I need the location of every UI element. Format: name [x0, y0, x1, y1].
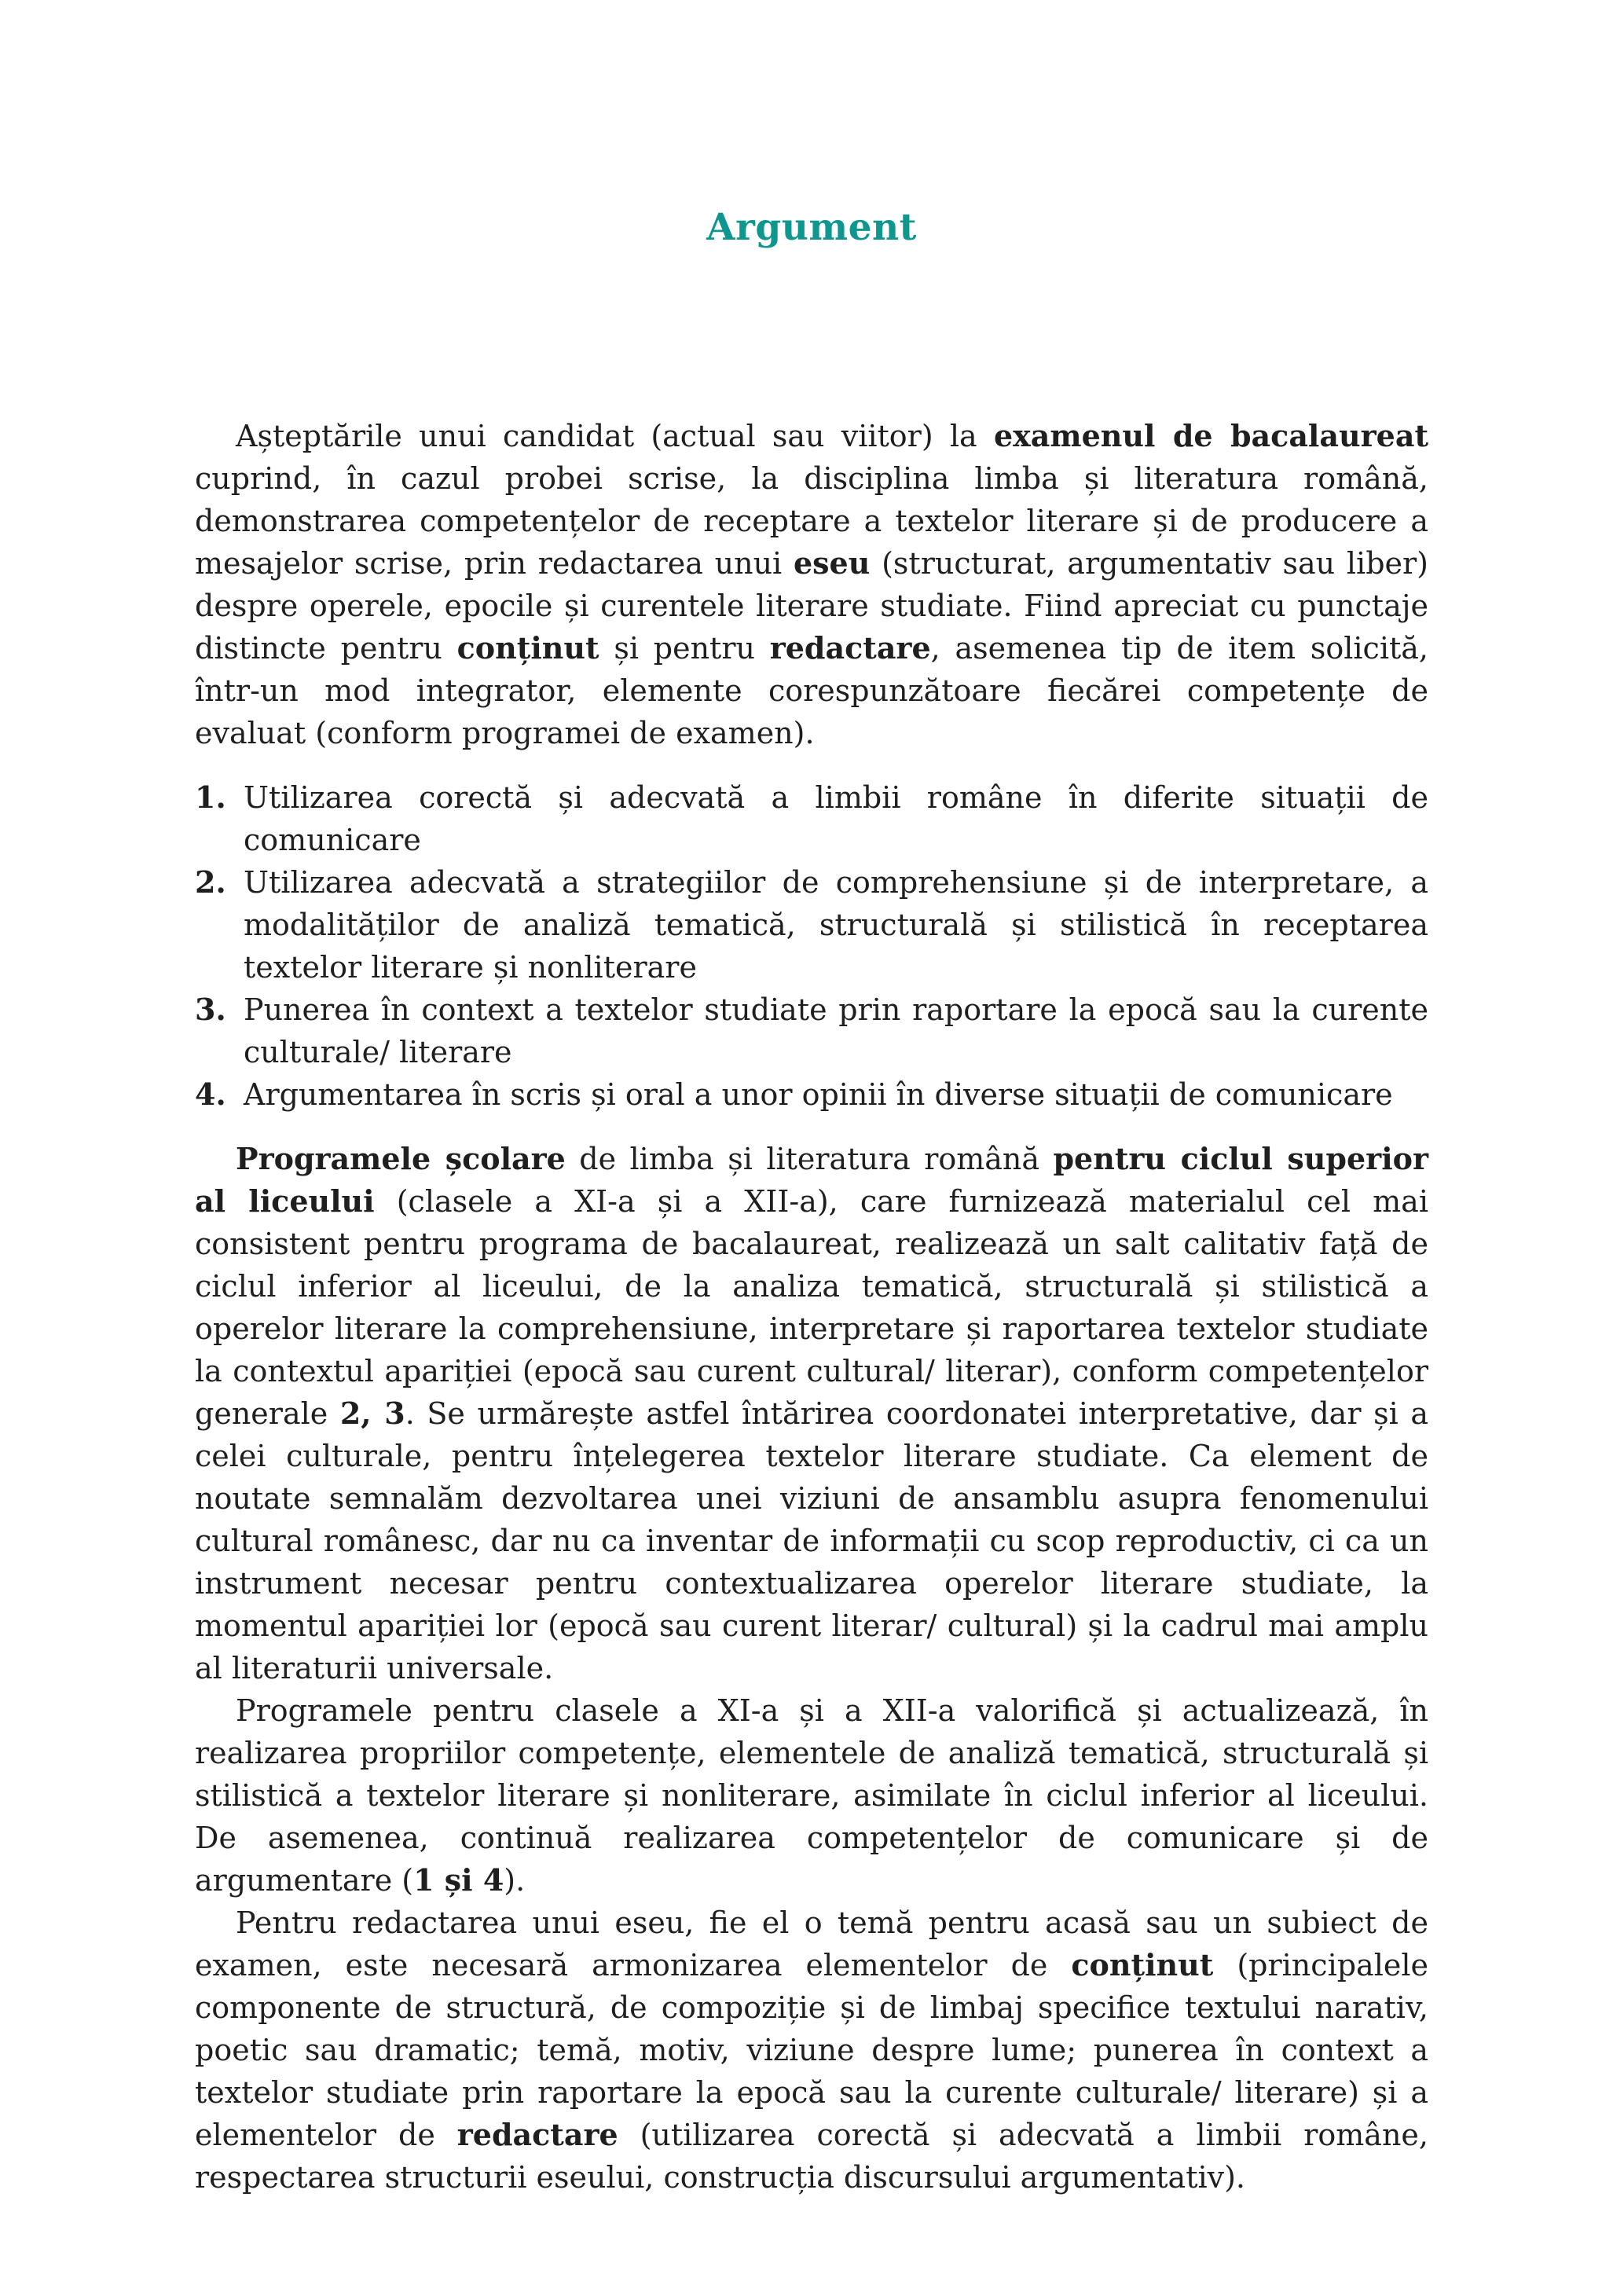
list-item-number: 3. — [195, 992, 226, 1027]
text-run: , asemenea tip de item solicită, într-un mod integrator, elemente corespunzătoare fiecărei competențe de evaluat (conform programei de examen). — [195, 631, 1428, 750]
list-item — [195, 1073, 1428, 1116]
bold-text: 2, 3 — [339, 1396, 405, 1431]
bold-text: conținut — [456, 630, 599, 666]
text-run: Așteptările unui candidat (actual sau viitor) la — [236, 419, 994, 453]
text-run: cuprind, în cazul probei scrise, la disciplina limba și literatura română, demonstrarea competențelor de receptare a textelor literare și de producere a mesajelor scrise, prin redactarea unui — [195, 461, 1428, 581]
text-run: (principalele componente de structură, de compoziție și de limbaj specifice textului narativ, poetic sau dramatic; temă, motiv, viziune despre lume; punerea în context a textelor studiate prin raportare la epocă sau la curente culturale/ literare) și a elementelor de — [195, 1948, 1428, 2152]
text-run: Argumentarea în scris și oral a unor opinii în diverse situații de comunicare — [244, 1077, 1393, 1112]
list-item-number: 1. — [195, 779, 226, 815]
text-run: Pentru redactarea unui eseu, fie el o temă pentru acasă sau un subiect de examen, este necesară armonizarea elementelor de — [195, 1905, 1428, 1982]
list-item — [195, 988, 1428, 1073]
bold-text: redactare — [456, 2117, 618, 2152]
text-run: Utilizarea corectă și adecvată a limbii române în diferite situații de comunicare — [244, 780, 1428, 857]
text-column — [195, 206, 1428, 2199]
text-run: (utilizarea corectă și adecvată a limbii române, respectarea structurii eseului, construcția discursului argumentativ). — [195, 2118, 1428, 2195]
page-title: Argument — [706, 206, 917, 249]
bold-text: conținut — [1071, 1947, 1214, 1982]
bold-text: redactare — [769, 630, 931, 666]
paragraph — [195, 1902, 1428, 2199]
text-run: Programele pentru clasele a XI-a și a XII-a valorifică și actualizează, în realizarea propriilor competențe, elementele de analiză tematică, structurală și stilistică a textelor literare și nonliterare, asimilate în ciclul inferior al liceului. De asemenea, continuă realizarea competențelor de comunicare și de argumentare ( — [195, 1693, 1428, 1898]
list-item — [195, 776, 1428, 861]
text-run: Utilizarea adecvată a strategiilor de comprehensiune și de interpretare, a modalităților de analiză tematică, structurală și stilistică în receptarea textelor literare și nonliterare — [244, 865, 1428, 985]
document-content — [195, 415, 1428, 2199]
text-run: . Se urmărește astfel întărirea coordonatei interpretative, dar și a celei culturale, pentru înțelegerea textelor literare studiate. Ca element de noutate semnalăm dezvoltarea unei viziuni de ansamblu asupra fenomenului cultural românesc, dar nu ca inventar de informații cu scop reproductiv, ci ca un instrument necesar pentru contextualizarea operelor literare studiate, la momentul apariției lor (epocă sau curent literar/ cultural) și la cadrul mai amplu al literaturii universale. — [195, 1396, 1428, 1685]
text-run: și pentru — [599, 631, 770, 666]
text-run: ). — [504, 1863, 526, 1898]
list-item-text — [244, 988, 1428, 1073]
bold-text: eseu — [793, 545, 871, 581]
list-item-text — [244, 1073, 1428, 1116]
list-item-number: 4. — [195, 1076, 226, 1112]
paragraph — [195, 1138, 1428, 1689]
paragraph — [195, 1689, 1428, 1902]
list-item — [195, 861, 1428, 988]
bold-text: 1 și 4 — [413, 1862, 504, 1898]
text-run: de limba și literatura română — [565, 1142, 1054, 1176]
text-run: (structurat, argumentativ sau liber) despre operele, epocile și curentele literare studiate. Fiind apreciat cu punctaje distincte pentru — [195, 546, 1428, 666]
text-run: (clasele a XI-a și a XII-a), care furnizează materialul cel mai consistent pentru programa de bacalaureat, realizează un salt calitativ față de ciclul inferior al liceului, de la analiza tematică, structurală și stilistică a operelor literare la comprehensiune, interpretare și raportarea textelor studiate la contextul apariției (epocă sau curent cultural/ literar), conform competențelor generale — [195, 1184, 1428, 1431]
list-item-number: 2. — [195, 864, 226, 900]
bold-text: pentru ciclul superior al liceului — [195, 1141, 1429, 1219]
numbered-list — [195, 776, 1428, 1116]
text-run: Punerea în context a textelor studiate prin raportare la epocă sau la curente culturale/ literare — [244, 992, 1428, 1069]
paragraph — [195, 415, 1428, 754]
list-item-text — [244, 861, 1428, 988]
bold-text: examenul de bacalaureat — [993, 418, 1428, 453]
bold-text: Programele școlare — [236, 1141, 566, 1176]
list-item-text — [244, 776, 1428, 861]
